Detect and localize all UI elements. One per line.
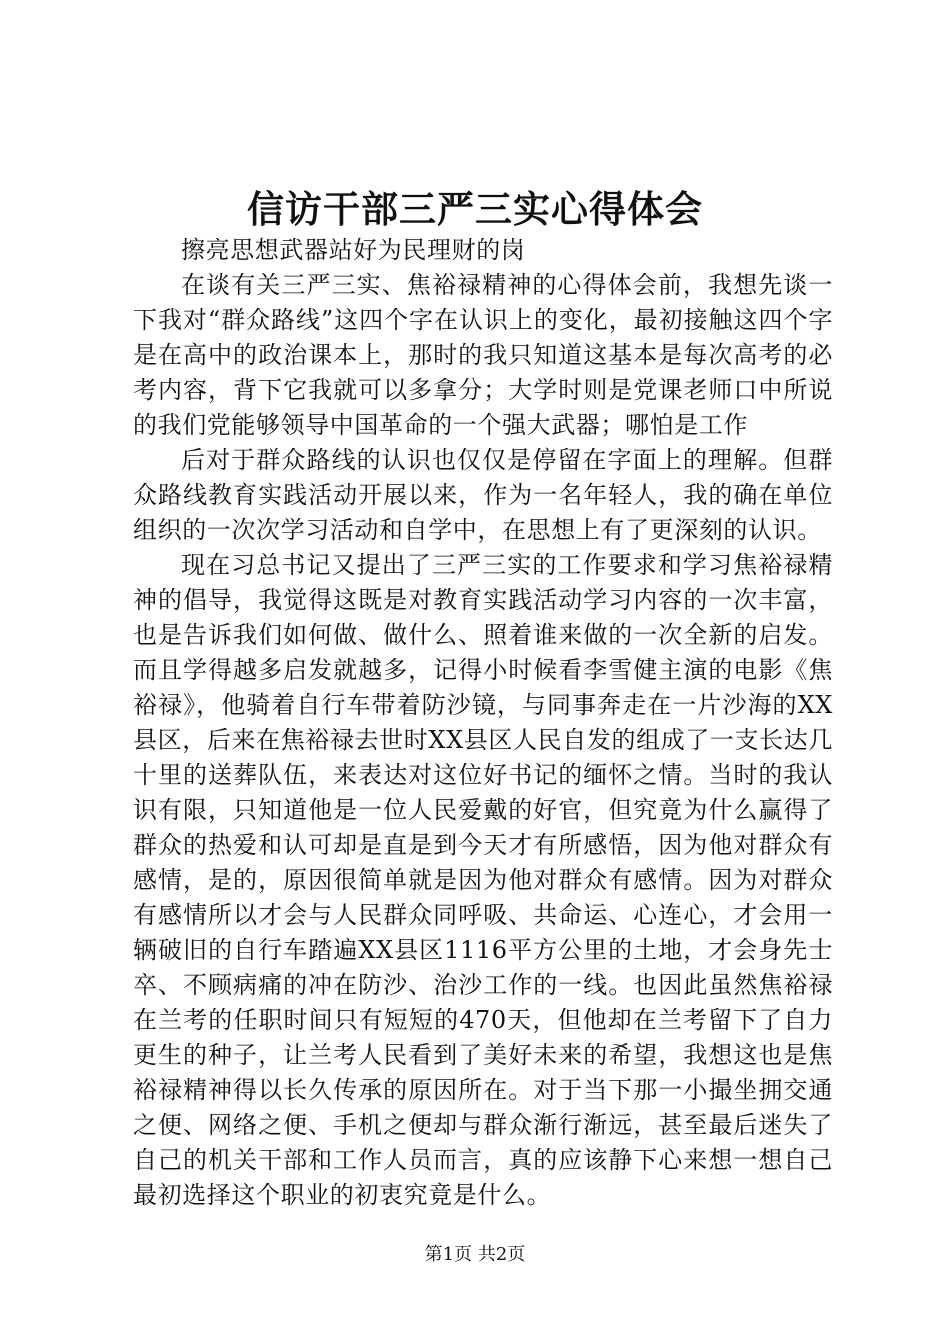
page-number-footer: 第1页 共2页 [424,1244,526,1265]
paragraph-1: 在谈有关三严三实、焦裕禄精神的心得体会前，我想先谈一下我对“群众路线”这四个字在认识上的变化，最初接触这四个字是在高中的政治课本上，那时的我只知道这基本是每次高考的必考内容，背下它我就可以多拿分；大学时则是党课老师口中所说的我们党能够领导中国革命的一个强大武器；哪怕是工作 [133,271,833,439]
paragraph-2: 后对于群众路线的认识也仅仅是停留在字面上的理解。但群众路线教育实践活动开展以来，作为一名年轻人，我的确在单位组织的一次次学习活动和自学中，在思想上有了更深刻的认识。 [133,446,833,544]
document-body [133,233,833,1213]
paragraph-subtitle: 擦亮思想武器站好为民理财的岗 [181,236,526,264]
document-title: 信访干部三严三实心得体会 [247,187,703,231]
paragraph-3: 现在习总书记又提出了三严三实的工作要求和学习焦裕禄精神的倡导，我觉得这既是对教育实践活动学习内容的一次丰富，也是告诉我们如何做、做什么、照着谁来做的一次全新的启发。而且学得越多启发就越多，记得小时候看李雪健主演的电影《焦裕禄》，他骑着自行车带着防沙镜，与同事奔走在一片沙海的XX县区，后来在焦裕禄去世时XX县区人民自发的组成了一支长达几十里的送葬队伍，来表达对这位好书记的缅怀之情。当时的我认识有限，只知道他是一位人民爱戴的好官，但究竟为什么赢得了群众的热爱和认可却是直是到今天才有所感悟，因为他对群众有感情，是的，原因很简单就是因为他对群众有感情。因为对群众有感情所以才会与人民群众同呼吸、共命运、心连心，才会用一辆破旧的自行车踏遍XX县区1116平方公里的土地，才会身先士卒、不顾病痛的冲在防沙、治沙工作的一线。也因此虽然焦裕禄在兰考的任职时间只有短短的470天，但他却在兰考留下了自力更生的种子，让兰考人民看到了美好未来的希望，我想这也是焦裕禄精神得以长久传承的原因所在。对于当下那一小撮坐拥交通之便、网络之便、手机之便却与群众渐行渐远，甚至最后迷失了自己的机关干部和工作人员而言，真的应该静下心来想一想自己最初选择这个职业的初衷究竟是什么。 [133,551,833,1209]
